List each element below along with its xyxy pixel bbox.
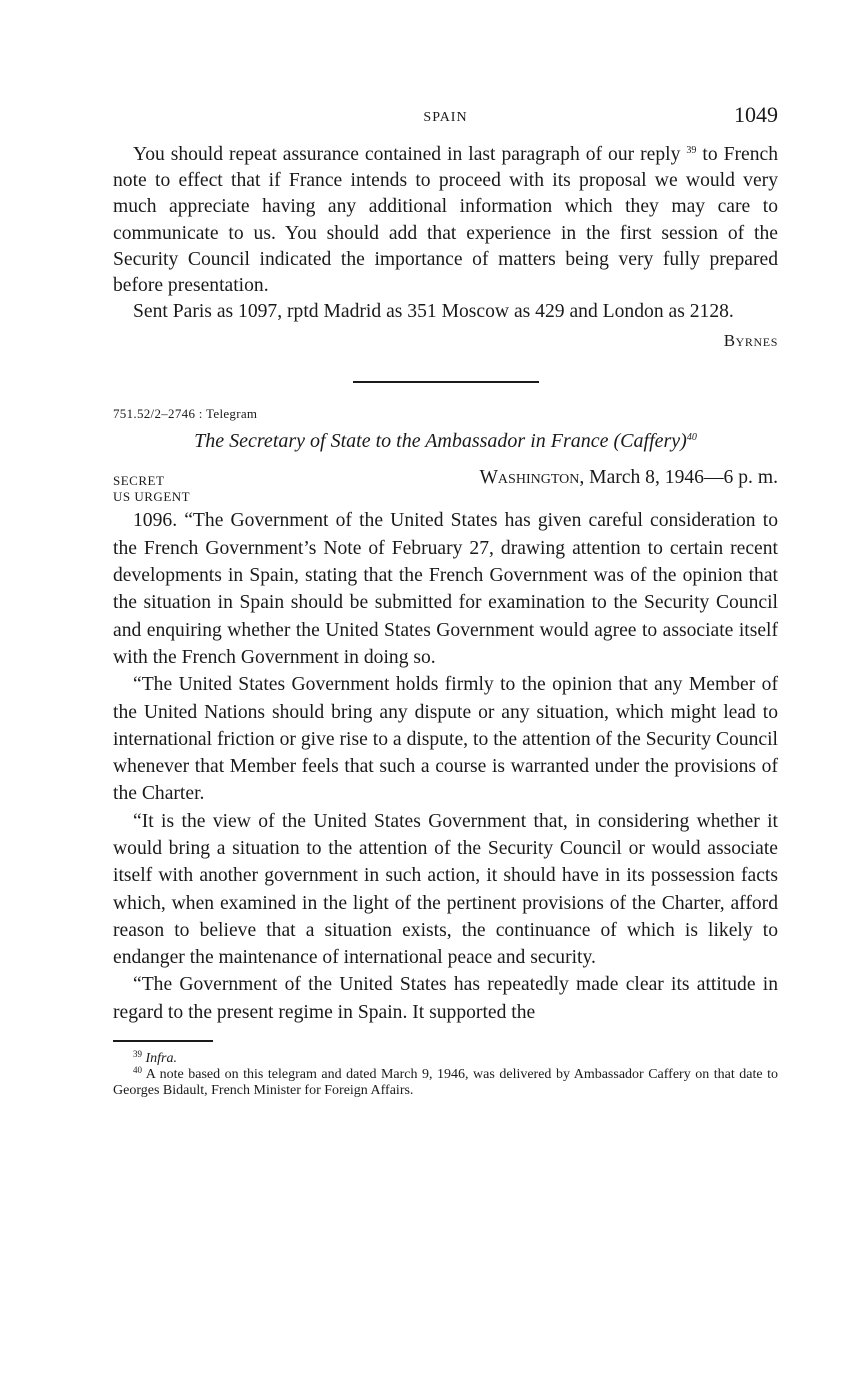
signature: Byrnes (723, 331, 778, 351)
paragraph: “It is the view of the United States Government that, in considering whether it would bring a situation to the attention of the Security Council or would associate itself with another government in such action, it should have in its possession facts which, when examined in the light of the pertinent provisions of the Charter, afford reason to believe that a situation exists, the continuance of which is likely to endanger the maintenance of international peace and security. (113, 810, 778, 969)
dateline-place: Washington, (479, 467, 585, 489)
page-number: 1049 (734, 102, 778, 127)
footnote-text: A note based on this telegram and dated March 9, 1946, was delivered by Ambassador Caffery on that date to Georges Bidault, French Minister for Foreign Affairs. (113, 1066, 778, 1098)
running-head (113, 100, 778, 132)
footnote-reference: 40 (686, 432, 697, 444)
document-title (113, 430, 778, 453)
dateline-date: March 8, 1946—6 p. m. (584, 467, 778, 489)
telegram-body (113, 507, 778, 1026)
classification: SECRET (113, 473, 165, 489)
footnote (113, 1064, 778, 1099)
paragraph (113, 142, 778, 299)
footnotes (113, 1048, 778, 1099)
section-divider (353, 381, 539, 383)
paragraph-text: to French note to effect that if France intends to proceed with its proposal we would very much appreciate having any additional information which they may care to communicate to us. You should add that experience in the first session of the Security Council indicated the importance of matters being very fully prepared before presentation. (113, 144, 778, 297)
file-reference: 751.52/2–2746 : Telegram (113, 406, 258, 422)
footnote-number: 40 (133, 1064, 142, 1075)
dateline (479, 467, 778, 489)
paragraph: “The United States Government holds firmly to the opinion that any Member of the United Nations should bring any dispute or any situation, which might lead to international friction or give rise to a dispute, to the attention of the Security Council whenever that Member feels that such a course is warranted under the provisions of the Charter. (113, 674, 778, 805)
previous-document-continuation (113, 142, 778, 351)
footnote-reference: 39 (686, 145, 697, 156)
footnote-number: 39 (133, 1048, 142, 1059)
priority: US URGENT (113, 489, 191, 505)
document-title-text: The Secretary of State to the Ambassador in France (Caffery) (194, 430, 687, 453)
document-page (113, 100, 778, 1099)
footnote-text: Infra. (145, 1050, 177, 1066)
paragraph-text: You should repeat assurance contained in last paragraph of our reply (133, 144, 681, 165)
footnote (113, 1048, 778, 1067)
running-title: SPAIN (423, 110, 468, 125)
paragraph: “The Government of the United States has repeatedly made clear its attitude in regard to the present regime in Spain. It supported the (113, 974, 778, 1023)
paragraph: 1096. “The Government of the United States has given careful consideration to the French Government’s Note of February 27, drawing attention to certain recent developments in Spain, stating that the French Government was of the opinion that the situation in Spain should be submitted for examination to the Security Council and enquiring whether the United States Government would agree to associate itself with the French Government in doing so. (113, 510, 778, 668)
footnote-rule (113, 1040, 213, 1042)
dateline-row (113, 467, 778, 489)
paragraph: Sent Paris as 1097, rptd Madrid as 351 Moscow as 429 and London as 2128. (133, 301, 734, 323)
